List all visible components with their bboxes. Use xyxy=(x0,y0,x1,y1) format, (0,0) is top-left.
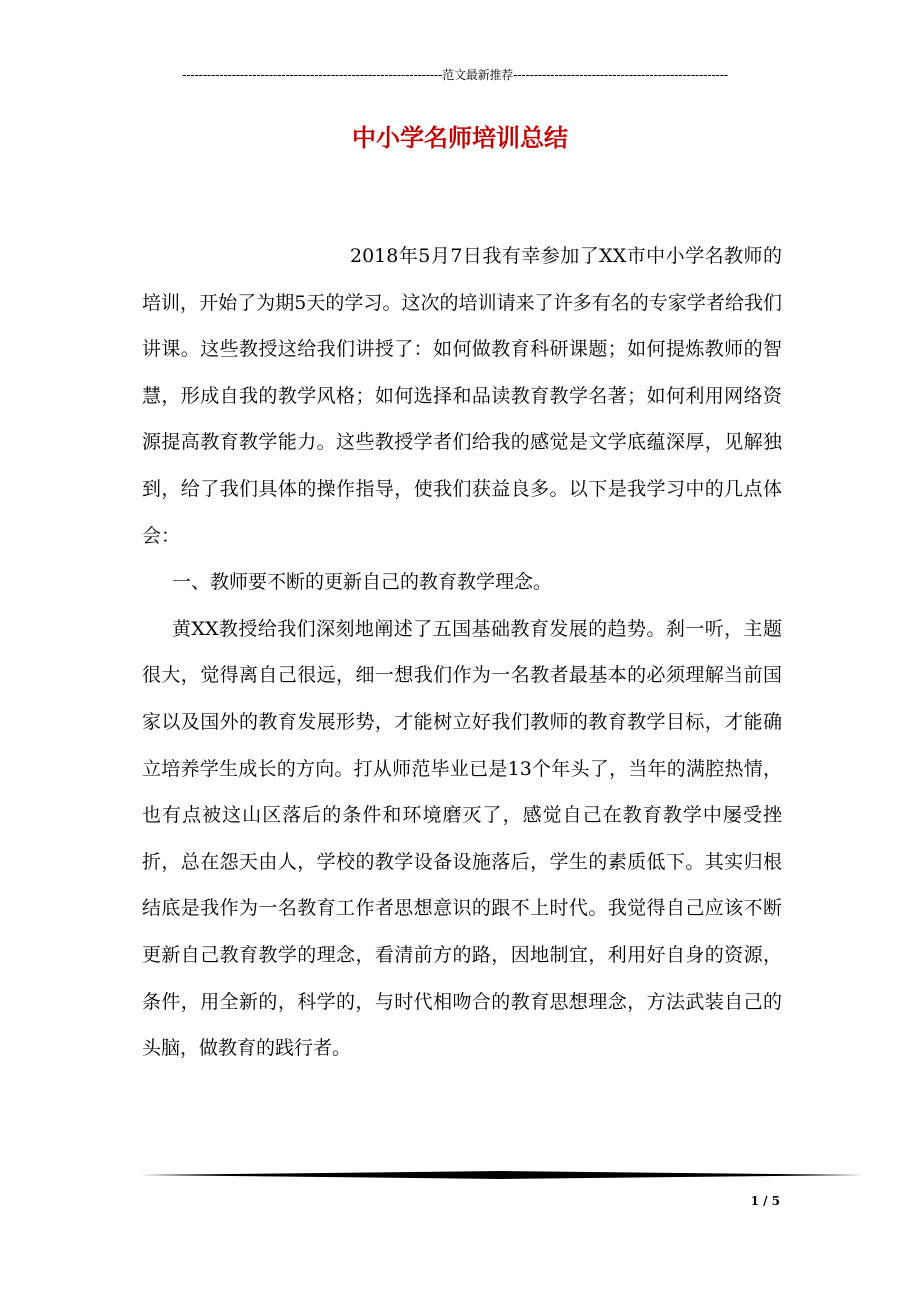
document-body xyxy=(142,233,782,1072)
page-number: 1 / 5 xyxy=(750,1194,780,1208)
document-title: 中小学名师培训总结 xyxy=(352,124,568,152)
paragraph-section-1: 黄XX教授给我们深刻地阐述了五国基础教育发展的趋势。刹一听，主题很大，觉得离自己很远，细一想我们作为一名教者最基本的必须理解当前国家以及国外的教育发展形势，才能树立好我们教师的教育教学目标，才能确立培养学生成长的方向。打从师范毕业已是13个年头了，当年的满腔热情，也有点被这山区落后的条件和环境磨灭了，感觉自己在教育教学中屡受挫折，总在怨天由人，学校的教学设备设施落后，学生的素质低下。其实归根结底是我作为一名教育工作者思想意识的跟不上时代。我觉得自己应该不断更新自己教育教学的理念，看清前方的路，因地制宜，利用好自身的资源，条件，用全新的，科学的，与时代相吻合的教育思想理念，方法武装自己的头脑，做教育的践行者。 xyxy=(142,617,782,1060)
footer-divider xyxy=(140,1171,864,1179)
header-rule: ---------------------------------------------------------------范文最新推荐---------------------------------------------------- xyxy=(182,68,728,82)
section-heading-1: 一、教师要不断的更新自己的教育教学理念。 xyxy=(172,571,553,594)
paragraph-intro: 2018年5月7日我有幸参加了XX市中小学名教师的培训，开始了为期5天的学习。这次的培训请来了许多有名的专家学者给我们讲课。这些教授这给我们讲授了：如何做教育科研课题；如何提炼教师的智慧，形成自我的教学风格；如何选择和品读教育教学名著；如何利用网络资源提高教育教学能力。这些教授学者们给我的感觉是文学底蕴深厚，见解独到，给了我们具体的操作指导，使我们获益良多。以下是我学习中的几点体会： xyxy=(142,245,782,547)
